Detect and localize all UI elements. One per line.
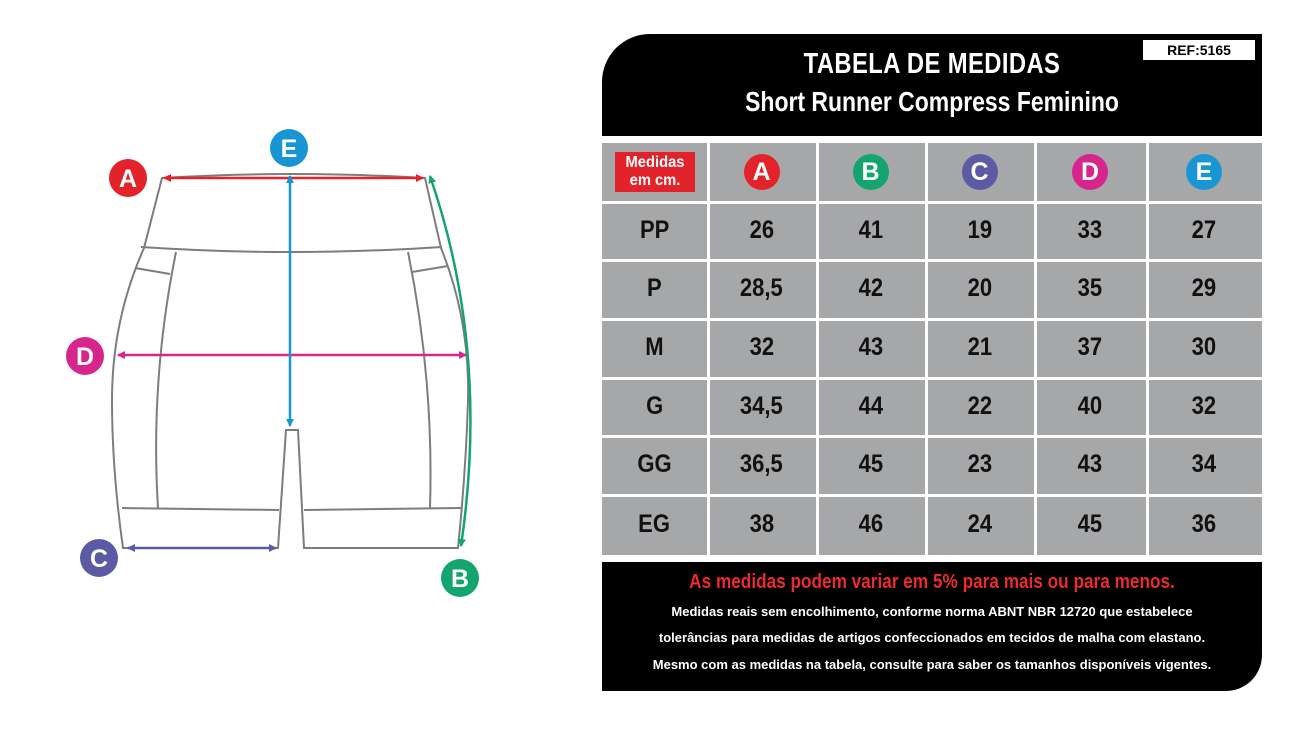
measure-cell: 27	[1191, 215, 1217, 244]
table-header-units	[602, 143, 707, 201]
marker-b	[441, 559, 479, 597]
measure-cell: 30	[1191, 333, 1217, 361]
measure-cell: 29	[1191, 274, 1217, 302]
svg-text:E: E	[280, 135, 298, 163]
measure-cell: 45	[1077, 510, 1103, 538]
column-badge-a: A	[744, 154, 780, 190]
measure-cell: 40	[1077, 391, 1103, 420]
size-label-cell: PP	[639, 215, 670, 244]
measure-cell: 21	[967, 333, 992, 361]
measure-cell: 26	[749, 215, 774, 244]
measure-cell: 46	[858, 510, 883, 538]
marker-e	[270, 129, 308, 167]
chart-title: TABELA DE MEDIDAS	[803, 48, 1061, 80]
measure-cell: 41	[858, 215, 883, 244]
measure-cell: 38	[749, 510, 774, 538]
shorts-measurement-diagram	[0, 0, 600, 733]
tolerance-notice: As medidas podem variar em 5% para mais ou para menos.	[689, 571, 1175, 593]
units-label: Medidas em cm.	[615, 152, 695, 192]
measure-cell: 34	[1191, 450, 1217, 478]
table-header-e	[1146, 143, 1262, 201]
table-header-d	[1034, 143, 1146, 201]
measure-cell: 42	[858, 274, 883, 302]
marker-d	[66, 337, 104, 375]
footer-note: tolerâncias para medidas de artigos confeccionados em tecidos de malha com elastano.	[658, 630, 1206, 645]
footer-note: Medidas reais sem encolhimento, conforme norma ABNT NBR 12720 que estabelece	[671, 604, 1193, 619]
chart-footer	[602, 562, 1262, 691]
size-label-cell: G	[645, 391, 664, 420]
table-header-a	[707, 143, 816, 201]
table-header-c	[925, 143, 1034, 201]
measure-cell: 32	[1191, 391, 1217, 420]
size-label-cell: GG	[637, 450, 672, 478]
measure-cell: 32	[749, 333, 774, 361]
measure-cell: 24	[967, 510, 992, 538]
measure-cell: 37	[1077, 333, 1103, 361]
measure-cell: 43	[858, 333, 883, 361]
measure-line-b	[430, 176, 470, 546]
svg-text:B: B	[450, 565, 470, 593]
marker-a	[109, 159, 147, 197]
measure-cell: 23	[967, 450, 992, 478]
column-badge-e: E	[1186, 154, 1222, 190]
table-header-b	[816, 143, 925, 201]
size-table	[602, 143, 1262, 555]
column-badge-c: C	[962, 154, 998, 190]
chart-subtitle: Short Runner Compress Feminino	[745, 86, 1119, 117]
size-label-cell: P	[647, 274, 662, 302]
svg-text:D: D	[75, 343, 95, 371]
measure-cell: 45	[858, 450, 883, 478]
measure-cell: 20	[967, 274, 992, 302]
measure-cell: 44	[858, 391, 883, 420]
marker-c	[80, 539, 118, 577]
column-badge-b: B	[853, 154, 889, 190]
svg-text:C: C	[89, 545, 109, 573]
measure-cell: 34,5	[740, 391, 783, 420]
measure-cell: 28,5	[740, 274, 783, 302]
measure-cell: 33	[1077, 215, 1103, 244]
measure-cell: 43	[1077, 450, 1103, 478]
measure-cell: 36,5	[740, 450, 783, 478]
size-label-cell: EG	[638, 510, 671, 538]
svg-text:A: A	[118, 165, 138, 193]
footer-note: Mesmo com as medidas na tabela, consulte para saber os tamanhos disponíveis vigentes.	[652, 657, 1212, 672]
measure-cell: 36	[1191, 510, 1217, 538]
measure-cell: 19	[967, 215, 992, 244]
size-label-cell: M	[645, 333, 664, 361]
measure-cell: 35	[1077, 274, 1103, 302]
measure-cell: 22	[967, 391, 992, 420]
reference-badge: REF:5165	[1143, 40, 1255, 60]
column-badge-d: D	[1072, 154, 1108, 190]
chart-header	[602, 34, 1262, 136]
